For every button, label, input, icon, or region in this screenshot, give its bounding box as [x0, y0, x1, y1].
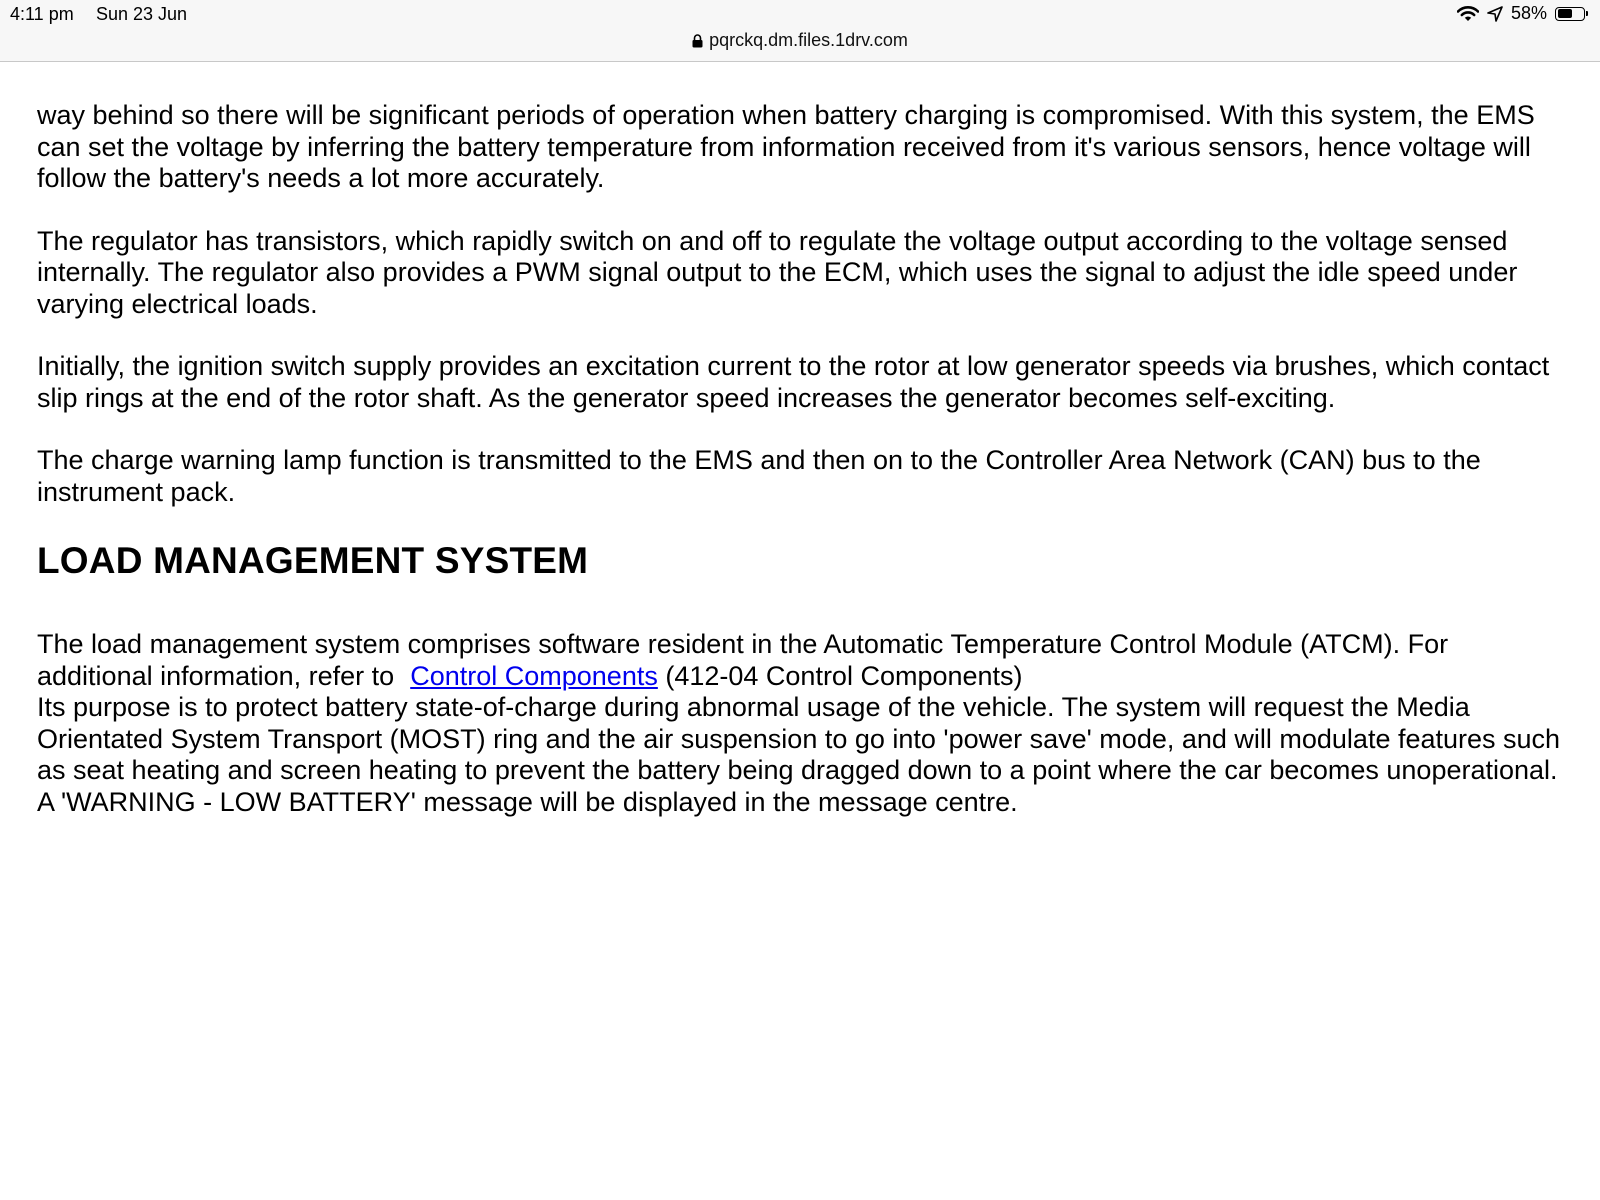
wifi-icon	[1457, 5, 1479, 23]
url-text[interactable]: pqrckq.dm.files.1drv.com	[709, 30, 908, 50]
load-purpose-paragraph: Its purpose is to protect battery state-of-charge during abnormal usage of the vehicle. The system will request the Media Orientated System Transport (MOST) ring and the air suspension to go into 'power save' mode, and will modulate features such as seat heating and screen heating to prevent the battery being dragged down to a point where the car becomes unoperational. A 'WARNING - LOW BATTERY' message will be displayed in the message centre.	[37, 692, 1561, 817]
status-time: 4:11 pm	[10, 4, 74, 24]
lock-icon	[692, 34, 703, 48]
paragraph: Initially, the ignition switch supply provides an excitation current to the rotor at low generator speeds via brushes, which contact slip rings at the end of the rotor shaft. As the generator speed increases the generator becomes self-exciting.	[37, 351, 1550, 413]
load-intro-text: The load management system comprises software resident in the Automatic Temperature Control Module (ATCM). For additional information, refer to	[37, 629, 1449, 691]
paragraph: The charge warning lamp function is transmitted to the EMS and then on to the Controller Area Network (CAN) bus to the instrument pack.	[37, 445, 1481, 507]
load-intro-paragraph	[37, 629, 1567, 692]
address-bar[interactable]	[0, 30, 1600, 51]
section-heading: LOAD MANAGEMENT SYSTEM	[37, 540, 589, 581]
battery-fill	[1558, 9, 1573, 18]
article-content	[37, 100, 1567, 849]
paragraph: The regulator has transistors, which rapidly switch on and off to regulate the voltage output according to the voltage sensed internally. The regulator also provides a PWM signal output to the ECM, which uses the signal to adjust the idle speed under varying electrical loads.	[37, 225, 1518, 319]
status-indicators	[1457, 3, 1588, 24]
location-icon	[1487, 6, 1503, 22]
paragraph: way behind so there will be significant periods of operation when battery charging is compromised. With this system, the EMS can set the voltage by inferring the battery temperature from information received from it's various sensors, hence voltage will follow the battery's needs a lot more accurately.	[37, 100, 1535, 193]
browser-top-bar	[0, 0, 1600, 62]
control-components-link[interactable]: Control Components	[410, 660, 658, 691]
link-suffix: (412-04 Control Components)	[657, 660, 1023, 691]
status-date: Sun 23 Jun	[96, 4, 188, 24]
battery-icon	[1555, 7, 1588, 21]
battery-percent: 58%	[1510, 3, 1547, 23]
